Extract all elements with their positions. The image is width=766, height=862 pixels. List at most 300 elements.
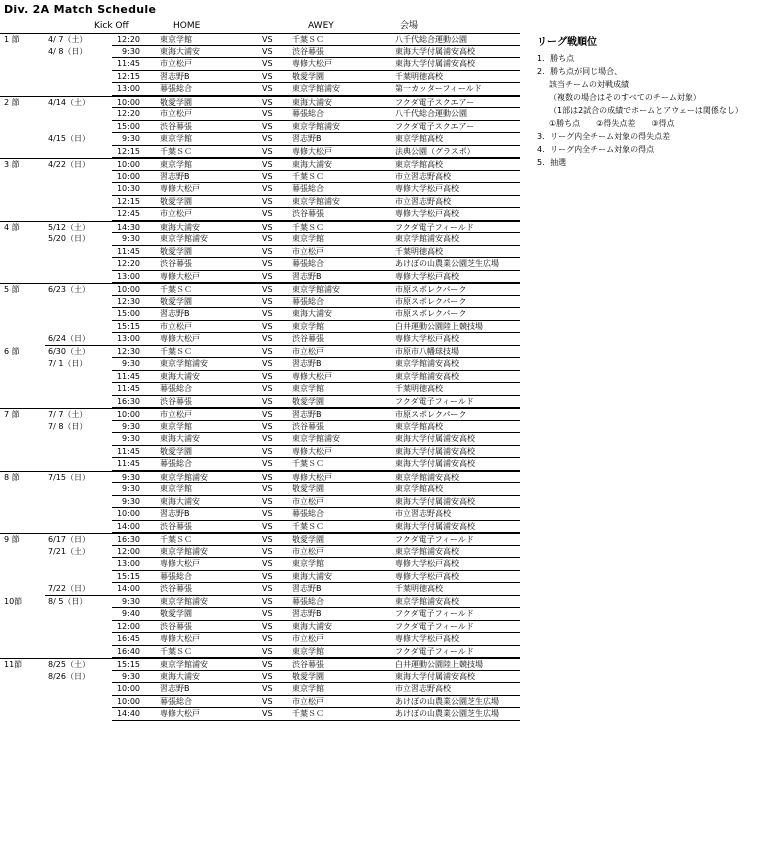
venue-cell: フクダ電子フィールド <box>395 396 474 406</box>
kickoff-cell: 15:15 <box>116 321 140 331</box>
away-team-cell: 幕張総合 <box>292 184 324 193</box>
home-team-cell: 習志野B <box>160 684 190 693</box>
venue-cell: 市原スポレクパーク <box>395 309 467 318</box>
home-team-cell: 専修大松戸 <box>160 184 200 193</box>
home-team-cell: 敬愛学園 <box>160 196 192 206</box>
date-cell: 4/15（日） <box>48 134 90 143</box>
vs-cell: VS <box>262 196 273 206</box>
match-row <box>0 346 520 359</box>
home-team-cell: 敬愛学園 <box>160 446 192 456</box>
home-team-cell: 市立松戸 <box>160 410 192 419</box>
venue-cell: 専修大学松戸高校 <box>395 634 459 643</box>
vs-cell: VS <box>262 509 273 518</box>
venue-cell: 市原市八幡球技場 <box>395 346 459 356</box>
vs-cell: VS <box>262 484 273 493</box>
home-team-cell: 千葉ＳＣ <box>160 646 192 656</box>
match-row <box>0 558 520 571</box>
kickoff-cell: 16:45 <box>116 634 140 643</box>
home-team-cell: 専修大松戸 <box>160 709 200 718</box>
date-cell: 8/25（土） <box>48 660 90 669</box>
home-header: HOME <box>173 21 201 31</box>
away-team-cell: 専修大松戸 <box>292 446 332 456</box>
match-row <box>0 508 520 521</box>
date-cell: 4/ 8（日） <box>48 46 88 56</box>
kickoff-cell: 10:00 <box>116 171 140 181</box>
league-ranking-rules <box>537 36 743 169</box>
away-team-cell: 東京学館 <box>292 646 324 656</box>
kickoff-cell: 9:30 <box>122 434 140 443</box>
venue-cell: 千葉明徳高校 <box>395 384 443 393</box>
home-team-cell: 東京学館浦安 <box>160 359 208 368</box>
vs-cell: VS <box>262 209 273 218</box>
kickoff-cell: 9:30 <box>122 484 140 493</box>
venue-cell: 八千代総合運動公園 <box>395 109 467 118</box>
kickoff-cell: 9:40 <box>122 609 140 618</box>
kickoff-cell: 11:45 <box>116 384 140 393</box>
vs-cell: VS <box>262 571 273 581</box>
vs-cell: VS <box>262 309 273 318</box>
kickoff-cell: 11:45 <box>116 59 140 68</box>
venue-cell: フクダ電子フィールド <box>395 609 474 618</box>
round-cell: 7 節 <box>4 410 20 419</box>
match-row <box>0 271 520 284</box>
rule-line: 1．勝ち点 <box>537 54 575 63</box>
home-team-cell: 市立松戸 <box>160 59 192 68</box>
match-row <box>0 83 520 96</box>
vs-cell: VS <box>262 396 273 406</box>
home-team-cell: 東京学館浦安 <box>160 472 208 482</box>
away-team-cell: 千葉ＳＣ <box>292 171 324 181</box>
venue-cell: 専修大学松戸高校 <box>395 209 459 218</box>
vs-cell: VS <box>262 459 273 468</box>
vs-cell: VS <box>262 271 273 281</box>
venue-cell: 東京学館高校 <box>395 484 443 493</box>
kickoff-cell: 9:30 <box>122 421 140 431</box>
vs-cell: VS <box>262 472 273 482</box>
venue-cell: 東海大学付属浦安高校 <box>395 46 475 56</box>
kickoff-cell: 9:30 <box>122 472 140 482</box>
vs-cell: VS <box>262 59 273 68</box>
away-team-cell: 東海大浦安 <box>292 571 332 581</box>
home-team-cell: 渋谷幕張 <box>160 521 192 531</box>
kickoff-cell: 12:30 <box>116 346 140 356</box>
away-team-cell: 渋谷幕張 <box>292 46 324 56</box>
vs-cell: VS <box>262 234 273 243</box>
vs-cell: VS <box>262 384 273 393</box>
rule-line: 2．勝ち点が同じ場合、 <box>537 67 623 76</box>
match-row <box>0 658 520 671</box>
match-row <box>0 483 520 496</box>
home-team-cell: 東海大浦安 <box>160 46 200 56</box>
away-team-cell: 東京学館 <box>292 321 324 331</box>
home-team-cell: 専修大松戸 <box>160 634 200 643</box>
vs-cell: VS <box>262 521 273 531</box>
home-team-cell: 渋谷幕張 <box>160 396 192 406</box>
kickoff-cell: 12:20 <box>116 259 140 268</box>
kickoff-cell: 14:40 <box>116 709 140 718</box>
home-team-cell: 東海大浦安 <box>160 371 200 381</box>
away-team-cell: 東海大浦安 <box>292 160 332 169</box>
venue-cell: フクダ電子フィールド <box>395 646 474 656</box>
match-row <box>0 683 520 696</box>
venue-cell: 市立習志野高校 <box>395 684 451 693</box>
away-team-cell: 渋谷幕張 <box>292 421 324 431</box>
vs-cell: VS <box>262 259 273 268</box>
away-team-cell: 専修大松戸 <box>292 472 332 482</box>
round-cell: 10節 <box>4 596 23 606</box>
vs-cell: VS <box>262 160 273 169</box>
kickoff-header: Kick Off <box>94 21 129 31</box>
match-row <box>0 233 520 246</box>
home-team-cell: 渋谷幕張 <box>160 259 192 268</box>
home-team-cell: 習志野B <box>160 309 190 318</box>
venue-cell: 第一カッターフィールド <box>395 84 482 93</box>
rules-title: リーグ戦順位 <box>537 37 597 48</box>
home-team-cell: 渋谷幕張 <box>160 584 192 593</box>
venue-cell: 東海大学付属浦安高校 <box>395 446 475 456</box>
match-row <box>0 258 520 271</box>
kickoff-cell: 10:00 <box>116 410 140 419</box>
venue-cell: 東海大学付属浦安高校 <box>395 496 475 506</box>
rule-line: 5．抽選 <box>537 158 567 167</box>
away-team-cell: 東京学館 <box>292 384 324 393</box>
match-row <box>0 608 520 621</box>
match-row <box>0 471 520 484</box>
vs-cell: VS <box>262 97 273 107</box>
vs-cell: VS <box>262 71 273 81</box>
kickoff-cell: 15:00 <box>116 309 140 318</box>
away-team-cell: 東京学館 <box>292 234 324 243</box>
kickoff-cell: 13:00 <box>116 334 140 343</box>
date-cell: 7/ 8（日） <box>48 421 88 431</box>
away-team-cell: 渋谷幕張 <box>292 660 324 669</box>
away-team-cell: 東京学館 <box>292 684 324 693</box>
match-row <box>0 421 520 434</box>
round-cell: 5 節 <box>4 285 20 294</box>
venue-cell: 市原スポレクパーク <box>395 410 467 419</box>
home-team-cell: 東京学館浦安 <box>160 546 208 556</box>
kickoff-cell: 12:15 <box>116 196 140 206</box>
match-row <box>0 321 520 334</box>
venue-cell: 専修大学松戸高校 <box>395 271 459 281</box>
venue-cell: 千葉明徳高校 <box>395 584 443 593</box>
vs-cell: VS <box>262 496 273 506</box>
date-cell: 4/ 7（土） <box>48 35 88 44</box>
kickoff-cell: 10:00 <box>116 684 140 693</box>
venue-cell: 白井運動公園陸上競技場 <box>395 660 483 669</box>
venue-cell: 専修大学松戸高校 <box>395 184 459 193</box>
away-team-cell: 習志野B <box>292 134 322 143</box>
match-row <box>0 308 520 321</box>
rule-line: （複数の場合はそのすべてのチーム対象） <box>549 93 701 102</box>
venue-cell: フクダ電子スクエアー <box>395 121 475 131</box>
away-team-cell: 渋谷幕張 <box>292 209 324 218</box>
match-row <box>0 108 520 121</box>
home-team-cell: 東海大浦安 <box>160 434 200 443</box>
venue-cell: あけぼの山農業公園芝生広場 <box>395 259 499 268</box>
date-cell: 7/21（土） <box>48 546 90 556</box>
kickoff-cell: 9:30 <box>122 359 140 368</box>
kickoff-cell: 10:00 <box>116 97 140 107</box>
match-row <box>0 146 520 159</box>
venue-cell: 東京学館浦安高校 <box>395 472 459 482</box>
away-team-cell: 渋谷幕張 <box>292 334 324 343</box>
vs-cell: VS <box>262 296 273 306</box>
match-row <box>0 458 520 471</box>
away-team-cell: 習志野B <box>292 609 322 618</box>
vs-cell: VS <box>262 371 273 381</box>
home-team-cell: 東京学館浦安 <box>160 234 208 243</box>
match-row <box>0 183 520 196</box>
vs-cell: VS <box>262 671 273 681</box>
page-title: Div. 2A Match Schedule <box>4 3 157 16</box>
vs-cell: VS <box>262 84 273 93</box>
home-team-cell: 千葉ＳＣ <box>160 146 192 156</box>
kickoff-cell: 9:30 <box>122 234 140 243</box>
match-row <box>0 196 520 209</box>
home-team-cell: 敬愛学園 <box>160 246 192 256</box>
venue-cell: 東京学館浦安高校 <box>395 234 459 243</box>
date-cell: 6/24（日） <box>48 334 90 343</box>
home-team-cell: 東京学館 <box>160 134 192 143</box>
kickoff-cell: 14:00 <box>116 584 140 593</box>
away-team-cell: 市立松戸 <box>292 346 324 356</box>
kickoff-cell: 9:30 <box>122 596 140 606</box>
home-team-cell: 市立松戸 <box>160 209 192 218</box>
away-team-cell: 敬愛学園 <box>292 396 324 406</box>
kickoff-cell: 11:45 <box>116 246 140 256</box>
date-cell: 5/20（日） <box>48 234 90 243</box>
venue-cell: 東京学館高校 <box>395 134 443 143</box>
away-team-cell: 千葉ＳＣ <box>292 521 324 531</box>
vs-cell: VS <box>262 334 273 343</box>
home-team-cell: 東京学館 <box>160 421 192 431</box>
match-row <box>0 708 520 721</box>
venue-cell: 東京学館高校 <box>395 421 443 431</box>
match-row <box>0 33 520 46</box>
match-row <box>0 71 520 84</box>
match-row <box>0 221 520 234</box>
match-row <box>0 521 520 534</box>
round-cell: 9 節 <box>4 535 20 544</box>
vs-cell: VS <box>262 421 273 431</box>
vs-cell: VS <box>262 184 273 193</box>
rule-line: ①勝ち点 ②得失点差 ③得点 <box>549 119 675 128</box>
round-cell: 6 節 <box>4 346 20 356</box>
away-team-cell: 幕張総合 <box>292 596 324 606</box>
vs-cell: VS <box>262 596 273 606</box>
vs-cell: VS <box>262 171 273 181</box>
date-cell: 8/ 5（日） <box>48 596 88 606</box>
venue-cell: 東京学館浦安高校 <box>395 546 459 556</box>
home-team-cell: 渋谷幕張 <box>160 121 192 131</box>
home-team-cell: 東京学館浦安 <box>160 596 208 606</box>
venue-cell: 千葉明徳高校 <box>395 71 443 81</box>
match-row <box>0 408 520 421</box>
match-row <box>0 621 520 634</box>
away-team-cell: 幕張総合 <box>292 109 324 118</box>
kickoff-cell: 16:30 <box>116 535 140 544</box>
venue-cell: 専修大学松戸高校 <box>395 571 459 581</box>
home-team-cell: 東京学館 <box>160 484 192 493</box>
venue-cell: 東京学館浦安高校 <box>395 359 459 368</box>
home-team-cell: 習志野B <box>160 509 190 518</box>
vs-cell: VS <box>262 584 273 593</box>
vs-cell: VS <box>262 285 273 294</box>
vs-cell: VS <box>262 109 273 118</box>
kickoff-cell: 15:15 <box>116 571 140 581</box>
round-cell: 8 節 <box>4 472 20 482</box>
home-team-cell: 敬愛学園 <box>160 296 192 306</box>
away-team-cell: 東海大浦安 <box>292 309 332 318</box>
vs-cell: VS <box>262 609 273 618</box>
home-team-cell: 千葉ＳＣ <box>160 535 192 544</box>
vs-cell: VS <box>262 246 273 256</box>
away-team-cell: 市立松戸 <box>292 546 324 556</box>
vs-cell: VS <box>262 410 273 419</box>
away-team-cell: 専修大松戸 <box>292 146 332 156</box>
kickoff-cell: 10:00 <box>116 285 140 294</box>
match-row <box>0 646 520 659</box>
rule-line: 4．リーグ内全チーム対象の得点 <box>537 145 655 154</box>
match-row <box>0 46 520 59</box>
date-cell: 6/23（土） <box>48 285 90 294</box>
kickoff-cell: 14:30 <box>116 222 140 232</box>
match-row <box>0 121 520 134</box>
match-row <box>0 571 520 584</box>
round-cell: 3 節 <box>4 160 20 169</box>
venue-cell: 東京学館高校 <box>395 160 443 169</box>
rule-line: （1部は2試合の成績でホームとアウェーは関係なし） <box>549 106 743 115</box>
away-team-cell: 習志野B <box>292 359 322 368</box>
venue-cell: 市原スポレクパーク <box>395 296 467 306</box>
away-team-cell: 東京学館浦安 <box>292 434 340 443</box>
vs-cell: VS <box>262 535 273 544</box>
away-team-cell: 東京学館浦安 <box>292 196 340 206</box>
away-team-cell: 専修大松戸 <box>292 59 332 68</box>
vs-cell: VS <box>262 660 273 669</box>
home-team-cell: 幕張総合 <box>160 84 192 93</box>
round-cell: 2 節 <box>4 97 20 107</box>
kickoff-cell: 16:30 <box>116 396 140 406</box>
kickoff-cell: 10:00 <box>116 509 140 518</box>
venue-cell: 専修大学松戸高校 <box>395 334 459 343</box>
date-cell: 7/15（日） <box>48 472 90 482</box>
away-team-cell: 敬愛学園 <box>292 535 324 544</box>
venue-cell: 市立習志野高校 <box>395 196 451 206</box>
match-row <box>0 546 520 559</box>
venue-cell: 八千代総合運動公園 <box>395 35 467 44</box>
match-row <box>0 133 520 146</box>
kickoff-cell: 13:00 <box>116 271 140 281</box>
home-team-cell: 専修大松戸 <box>160 271 200 281</box>
kickoff-cell: 12:30 <box>116 296 140 306</box>
home-team-cell: 市立松戸 <box>160 109 192 118</box>
home-team-cell: 東海大浦安 <box>160 222 200 232</box>
match-row <box>0 433 520 446</box>
home-team-cell: 幕張総合 <box>160 384 192 393</box>
match-row <box>0 158 520 171</box>
away-header: AWEY <box>308 21 334 31</box>
vs-cell: VS <box>262 434 273 443</box>
vs-cell: VS <box>262 46 273 56</box>
vs-cell: VS <box>262 359 273 368</box>
venue-cell: 東海大学付属浦安高校 <box>395 434 475 443</box>
match-row <box>0 58 520 71</box>
venue-cell: 市原スポレクパーク <box>395 285 467 294</box>
date-cell: 6/30（土） <box>48 346 90 356</box>
venue-cell: 東海大学付属浦安高校 <box>395 671 475 681</box>
venue-cell: 東京学館浦安高校 <box>395 371 459 381</box>
home-team-cell: 千葉ＳＣ <box>160 346 192 356</box>
away-team-cell: 東京学館浦安 <box>292 84 340 93</box>
venue-cell: 千葉明徳高校 <box>395 246 443 256</box>
kickoff-cell: 9:30 <box>122 134 140 143</box>
vs-cell: VS <box>262 546 273 556</box>
row-divider <box>112 720 520 721</box>
match-row <box>0 671 520 684</box>
vs-cell: VS <box>262 121 273 131</box>
rule-line: 3．リーグ内全チーム対象の得失点差 <box>537 132 671 141</box>
match-row <box>0 583 520 596</box>
kickoff-cell: 9:30 <box>122 671 140 681</box>
rule-line: 該当チームの対戦成績 <box>549 80 629 89</box>
vs-cell: VS <box>262 684 273 693</box>
kickoff-cell: 13:00 <box>116 559 140 568</box>
away-team-cell: 市立松戸 <box>292 496 324 506</box>
vs-cell: VS <box>262 559 273 568</box>
home-team-cell: 千葉ＳＣ <box>160 285 192 294</box>
away-team-cell: 東海大浦安 <box>292 621 332 631</box>
away-team-cell: 敬愛学園 <box>292 71 324 81</box>
kickoff-cell: 14:00 <box>116 521 140 531</box>
match-row <box>0 396 520 409</box>
round-cell: 11節 <box>4 660 23 669</box>
date-cell: 7/ 1（日） <box>48 359 88 368</box>
match-row <box>0 208 520 221</box>
venue-cell: 東海大学付属浦安高校 <box>395 459 475 468</box>
kickoff-cell: 12:00 <box>116 621 140 631</box>
date-cell: 7/ 7（土） <box>48 410 88 419</box>
home-team-cell: 専修大松戸 <box>160 334 200 343</box>
match-row <box>0 496 520 509</box>
kickoff-cell: 15:00 <box>116 121 140 131</box>
kickoff-cell: 12:20 <box>116 35 140 44</box>
away-team-cell: 幕張総合 <box>292 259 324 268</box>
home-team-cell: 東海大浦安 <box>160 496 200 506</box>
vs-cell: VS <box>262 321 273 331</box>
home-team-cell: 市立松戸 <box>160 321 192 331</box>
date-cell: 6/17（日） <box>48 535 90 544</box>
venue-cell: フクダ電子フィールド <box>395 621 474 631</box>
kickoff-cell: 12:45 <box>116 209 140 218</box>
date-cell: 5/12（土） <box>48 222 90 232</box>
match-row <box>0 246 520 259</box>
vs-cell: VS <box>262 634 273 643</box>
vs-cell: VS <box>262 696 273 706</box>
away-team-cell: 東海大浦安 <box>292 97 332 107</box>
away-team-cell: 敬愛学園 <box>292 484 324 493</box>
match-row <box>0 283 520 296</box>
kickoff-cell: 11:45 <box>116 459 140 468</box>
match-row <box>0 446 520 459</box>
vs-cell: VS <box>262 709 273 718</box>
home-team-cell: 幕張総合 <box>160 696 192 706</box>
match-row <box>0 633 520 646</box>
venue-cell: フクダ電子スクエアー <box>395 97 475 107</box>
vs-cell: VS <box>262 621 273 631</box>
away-team-cell: 千葉ＳＣ <box>292 709 324 718</box>
